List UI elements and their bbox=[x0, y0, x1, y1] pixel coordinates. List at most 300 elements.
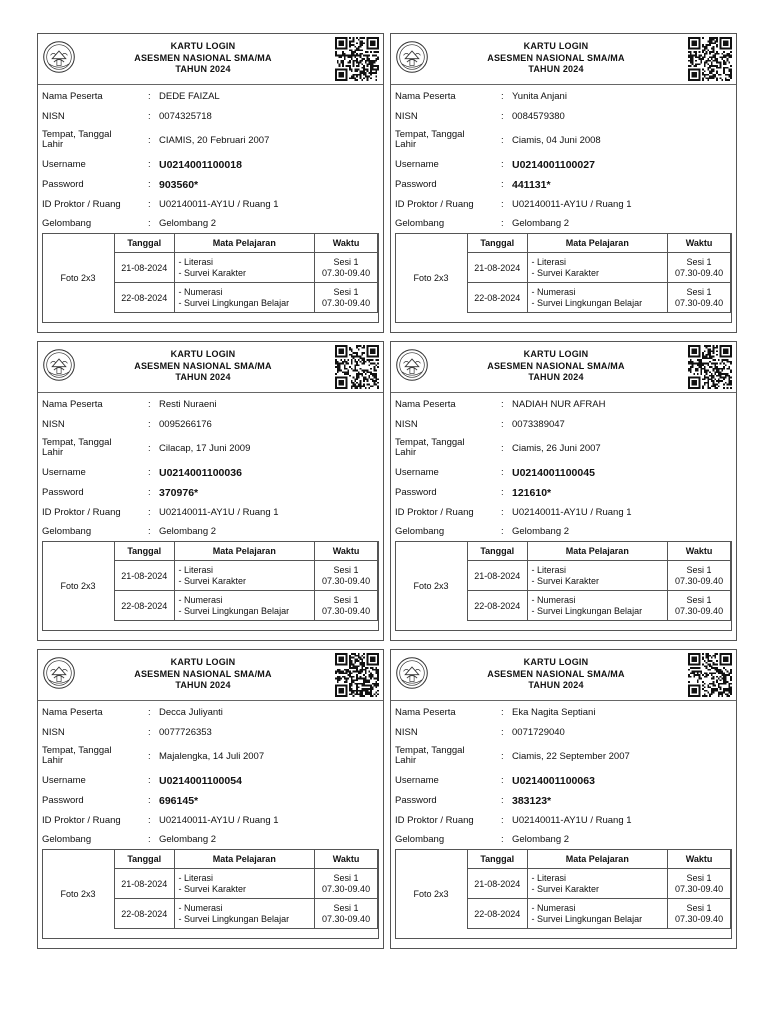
colon: : bbox=[501, 834, 504, 845]
label-gelombang: Gelombang bbox=[395, 526, 445, 537]
value-proktor: U02140011-AY1U / Ruang 1 bbox=[512, 507, 632, 518]
title-line-2: ASESMEN NASIONAL SMA/MA bbox=[134, 360, 272, 371]
qr-code-icon bbox=[335, 37, 379, 81]
photo-placeholder: Foto 2x3 bbox=[60, 273, 96, 283]
header-mapel: Mata Pelajaran bbox=[527, 234, 668, 253]
schedule-row bbox=[468, 561, 731, 591]
value-password: 383123* bbox=[512, 795, 552, 807]
label-ttl: Tempat, Tanggal bbox=[42, 437, 112, 448]
label-username: Username bbox=[42, 467, 86, 478]
schedule-table bbox=[467, 849, 731, 929]
label-proktor: ID Proktor / Ruang bbox=[42, 815, 121, 826]
mapel-line-1: - Numerasi bbox=[531, 902, 576, 913]
jam: 07.30-09.40 bbox=[322, 883, 371, 894]
value-nama: Yunita Anjani bbox=[512, 91, 567, 102]
colon: : bbox=[148, 487, 151, 498]
colon: : bbox=[148, 419, 151, 430]
value-password: 370976* bbox=[159, 487, 199, 499]
sesi: Sesi 1 bbox=[333, 564, 359, 575]
label-nama: Nama Peserta bbox=[395, 91, 456, 102]
header-waktu: Waktu bbox=[315, 850, 378, 869]
value-ttl: Ciamis, 04 Juni 2008 bbox=[512, 135, 601, 146]
value-nama: Resti Nuraeni bbox=[159, 399, 217, 410]
title-line-2: ASESMEN NASIONAL SMA/MA bbox=[134, 668, 272, 679]
label-nisn: NISN bbox=[42, 111, 65, 122]
title-line-2: ASESMEN NASIONAL SMA/MA bbox=[487, 668, 625, 679]
colon: : bbox=[148, 199, 151, 210]
value-nama: NADIAH NUR AFRAH bbox=[512, 399, 606, 410]
card-title bbox=[98, 657, 308, 692]
value-ttl: Majalengka, 14 Juli 2007 bbox=[159, 751, 265, 762]
value-username: U0214001100054 bbox=[159, 775, 242, 787]
title-line-1: KARTU LOGIN bbox=[170, 41, 236, 51]
colon: : bbox=[148, 135, 151, 146]
colon: : bbox=[148, 443, 151, 454]
value-username: U0214001100045 bbox=[512, 467, 595, 479]
sesi: Sesi 1 bbox=[333, 256, 359, 267]
cell-waktu bbox=[315, 561, 378, 591]
cell-tanggal: 21-08-2024 bbox=[115, 561, 175, 591]
cell-mapel bbox=[174, 283, 315, 313]
sesi: Sesi 1 bbox=[686, 872, 712, 883]
cell-waktu bbox=[668, 899, 731, 929]
jam: 07.30-09.40 bbox=[322, 297, 371, 308]
title-line-1: KARTU LOGIN bbox=[170, 657, 236, 667]
label-password: Password bbox=[395, 179, 437, 190]
cell-waktu bbox=[315, 869, 378, 899]
qr-code-icon bbox=[335, 345, 379, 389]
mapel-line-1: - Literasi bbox=[178, 564, 214, 575]
schedule-box bbox=[42, 233, 379, 323]
value-username: U0214001100027 bbox=[512, 159, 595, 171]
value-proktor: U02140011-AY1U / Ruang 1 bbox=[512, 815, 632, 826]
colon: : bbox=[148, 727, 151, 738]
mapel-line-1: - Numerasi bbox=[178, 594, 223, 605]
mapel-line-1: - Numerasi bbox=[531, 286, 576, 297]
label-ttl: Tempat, Tanggal bbox=[395, 437, 465, 448]
jam: 07.30-09.40 bbox=[322, 267, 371, 278]
schedule-row bbox=[115, 591, 378, 621]
label-password: Password bbox=[42, 795, 84, 806]
title-line-3: TAHUN 2024 bbox=[175, 372, 231, 382]
colon: : bbox=[501, 443, 504, 454]
cell-mapel bbox=[174, 869, 315, 899]
header-mapel: Mata Pelajaran bbox=[174, 234, 315, 253]
mapel-line-2: - Survei Karakter bbox=[531, 883, 600, 894]
qr-code-icon bbox=[688, 37, 732, 81]
mapel-line-1: - Literasi bbox=[531, 256, 567, 267]
login-card-1 bbox=[37, 33, 384, 333]
cell-tanggal: 22-08-2024 bbox=[115, 591, 175, 621]
label-nisn: NISN bbox=[395, 419, 418, 430]
cell-tanggal: 21-08-2024 bbox=[115, 869, 175, 899]
mapel-line-2: - Survei Karakter bbox=[178, 267, 247, 278]
schedule-box bbox=[42, 541, 379, 631]
card-header bbox=[38, 34, 383, 85]
schedule-box bbox=[395, 541, 732, 631]
header-waktu: Waktu bbox=[668, 542, 731, 561]
cell-mapel bbox=[174, 561, 315, 591]
schedule-row bbox=[468, 253, 731, 283]
colon: : bbox=[148, 507, 151, 518]
login-card-2 bbox=[390, 33, 737, 333]
header-waktu: Waktu bbox=[668, 850, 731, 869]
card-header bbox=[38, 650, 383, 701]
label-username: Username bbox=[42, 775, 86, 786]
label-proktor: ID Proktor / Ruang bbox=[395, 815, 474, 826]
schedule-row bbox=[468, 591, 731, 621]
schedule-table bbox=[114, 849, 378, 929]
card-header bbox=[38, 342, 383, 393]
value-username: U0214001100063 bbox=[512, 775, 595, 787]
label-proktor: ID Proktor / Ruang bbox=[42, 507, 121, 518]
card-title bbox=[98, 349, 308, 384]
label-proktor: ID Proktor / Ruang bbox=[395, 507, 474, 518]
label-username: Username bbox=[395, 467, 439, 478]
title-line-2: ASESMEN NASIONAL SMA/MA bbox=[487, 360, 625, 371]
jam: 07.30-09.40 bbox=[675, 605, 724, 616]
header-tanggal: Tanggal bbox=[115, 234, 175, 253]
tut-wuri-handayani-logo bbox=[395, 40, 429, 74]
value-nisn: 0073389047 bbox=[512, 419, 565, 430]
header-mapel: Mata Pelajaran bbox=[527, 542, 668, 561]
sesi: Sesi 1 bbox=[686, 286, 712, 297]
label-proktor: ID Proktor / Ruang bbox=[42, 199, 121, 210]
schedule-header-row bbox=[115, 234, 378, 253]
cell-waktu bbox=[315, 253, 378, 283]
title-line-3: TAHUN 2024 bbox=[528, 64, 584, 74]
colon: : bbox=[148, 526, 151, 537]
cell-mapel bbox=[527, 561, 668, 591]
label-ttl-2: Lahir bbox=[42, 755, 64, 766]
colon: : bbox=[501, 487, 504, 498]
label-ttl-2: Lahir bbox=[395, 447, 417, 458]
value-ttl: Cilacap, 17 Juni 2009 bbox=[159, 443, 251, 454]
label-ttl: Tempat, Tanggal bbox=[42, 745, 112, 756]
tut-wuri-handayani-logo bbox=[395, 348, 429, 382]
schedule-table bbox=[114, 541, 378, 621]
schedule-box bbox=[42, 849, 379, 939]
colon: : bbox=[501, 91, 504, 102]
mapel-line-1: - Numerasi bbox=[531, 594, 576, 605]
label-username: Username bbox=[395, 159, 439, 170]
label-gelombang: Gelombang bbox=[395, 834, 445, 845]
label-gelombang: Gelombang bbox=[42, 526, 92, 537]
colon: : bbox=[148, 399, 151, 410]
colon: : bbox=[501, 111, 504, 122]
cell-waktu bbox=[315, 591, 378, 621]
title-line-1: KARTU LOGIN bbox=[170, 349, 236, 359]
sesi: Sesi 1 bbox=[333, 902, 359, 913]
title-line-1: KARTU LOGIN bbox=[523, 349, 589, 359]
mapel-line-2: - Survei Karakter bbox=[178, 575, 247, 586]
title-line-3: TAHUN 2024 bbox=[175, 680, 231, 690]
colon: : bbox=[501, 159, 504, 170]
tut-wuri-handayani-logo bbox=[395, 656, 429, 690]
jam: 07.30-09.40 bbox=[675, 913, 724, 924]
value-proktor: U02140011-AY1U / Ruang 1 bbox=[159, 507, 279, 518]
colon: : bbox=[148, 159, 151, 170]
jam: 07.30-09.40 bbox=[322, 913, 371, 924]
value-password: 903560* bbox=[159, 179, 199, 191]
sesi: Sesi 1 bbox=[333, 594, 359, 605]
sesi: Sesi 1 bbox=[686, 902, 712, 913]
mapel-line-2: - Survei Lingkungan Belajar bbox=[531, 605, 643, 616]
label-nama: Nama Peserta bbox=[42, 707, 103, 718]
colon: : bbox=[148, 775, 151, 786]
value-proktor: U02140011-AY1U / Ruang 1 bbox=[512, 199, 632, 210]
cell-tanggal: 22-08-2024 bbox=[115, 899, 175, 929]
cell-tanggal: 21-08-2024 bbox=[468, 869, 528, 899]
title-line-3: TAHUN 2024 bbox=[528, 680, 584, 690]
label-ttl: Tempat, Tanggal bbox=[395, 745, 465, 756]
schedule-header-row bbox=[468, 850, 731, 869]
cell-mapel bbox=[527, 591, 668, 621]
jam: 07.30-09.40 bbox=[675, 575, 724, 586]
header-mapel: Mata Pelajaran bbox=[174, 542, 315, 561]
photo-placeholder: Foto 2x3 bbox=[60, 581, 96, 591]
value-password: 441131* bbox=[512, 179, 551, 191]
login-card-4 bbox=[390, 341, 737, 641]
schedule-table bbox=[467, 233, 731, 313]
schedule-table bbox=[114, 233, 378, 313]
mapel-line-2: - Survei Karakter bbox=[178, 883, 247, 894]
colon: : bbox=[501, 218, 504, 229]
mapel-line-2: - Survei Lingkungan Belajar bbox=[178, 297, 290, 308]
jam: 07.30-09.40 bbox=[675, 267, 724, 278]
value-gelombang: Gelombang 2 bbox=[159, 526, 217, 537]
card-title bbox=[451, 657, 661, 692]
label-ttl: Tempat, Tanggal bbox=[395, 129, 465, 140]
card-title bbox=[451, 41, 661, 76]
mapel-line-2: - Survei Lingkungan Belajar bbox=[531, 913, 643, 924]
header-tanggal: Tanggal bbox=[468, 542, 528, 561]
jam: 07.30-09.40 bbox=[322, 575, 371, 586]
value-ttl: CIAMIS, 20 Februari 2007 bbox=[159, 135, 270, 146]
value-gelombang: Gelombang 2 bbox=[512, 834, 570, 845]
cell-mapel bbox=[527, 899, 668, 929]
schedule-row bbox=[468, 899, 731, 929]
card-header bbox=[391, 342, 736, 393]
login-card-3 bbox=[37, 341, 384, 641]
header-mapel: Mata Pelajaran bbox=[527, 850, 668, 869]
label-gelombang: Gelombang bbox=[42, 834, 92, 845]
schedule-row bbox=[115, 899, 378, 929]
colon: : bbox=[501, 795, 504, 806]
colon: : bbox=[148, 707, 151, 718]
label-ttl-2: Lahir bbox=[42, 447, 64, 458]
value-nisn: 0074325718 bbox=[159, 111, 212, 122]
cell-tanggal: 21-08-2024 bbox=[468, 253, 528, 283]
schedule-box bbox=[395, 233, 732, 323]
cell-tanggal: 21-08-2024 bbox=[468, 561, 528, 591]
cell-mapel bbox=[527, 253, 668, 283]
colon: : bbox=[148, 834, 151, 845]
value-ttl: Ciamis, 22 September 2007 bbox=[512, 751, 630, 762]
cell-mapel bbox=[527, 869, 668, 899]
value-gelombang: Gelombang 2 bbox=[512, 218, 570, 229]
sesi: Sesi 1 bbox=[686, 594, 712, 605]
cell-mapel bbox=[527, 283, 668, 313]
colon: : bbox=[501, 199, 504, 210]
header-waktu: Waktu bbox=[315, 234, 378, 253]
label-nama: Nama Peserta bbox=[42, 399, 103, 410]
label-password: Password bbox=[395, 795, 437, 806]
label-username: Username bbox=[395, 775, 439, 786]
title-line-1: KARTU LOGIN bbox=[523, 41, 589, 51]
colon: : bbox=[148, 111, 151, 122]
schedule-row bbox=[115, 561, 378, 591]
label-ttl: Tempat, Tanggal bbox=[42, 129, 112, 140]
schedule-header-row bbox=[468, 234, 731, 253]
qr-code-icon bbox=[688, 345, 732, 389]
value-username: U0214001100036 bbox=[159, 467, 242, 479]
colon: : bbox=[148, 751, 151, 762]
value-nisn: 0095266176 bbox=[159, 419, 212, 430]
colon: : bbox=[501, 179, 504, 190]
schedule-box bbox=[395, 849, 732, 939]
label-gelombang: Gelombang bbox=[42, 218, 92, 229]
header-tanggal: Tanggal bbox=[115, 850, 175, 869]
header-waktu: Waktu bbox=[315, 542, 378, 561]
value-nama: Decca Juliyanti bbox=[159, 707, 223, 718]
jam: 07.30-09.40 bbox=[675, 297, 724, 308]
mapel-line-1: - Numerasi bbox=[178, 286, 223, 297]
label-password: Password bbox=[42, 179, 84, 190]
colon: : bbox=[148, 795, 151, 806]
title-line-3: TAHUN 2024 bbox=[528, 372, 584, 382]
value-nisn: 0084579380 bbox=[512, 111, 565, 122]
value-ttl: Ciamis, 26 Juni 2007 bbox=[512, 443, 601, 454]
sesi: Sesi 1 bbox=[333, 286, 359, 297]
label-nisn: NISN bbox=[395, 727, 418, 738]
login-card-6 bbox=[390, 649, 737, 949]
mapel-line-1: - Numerasi bbox=[178, 902, 223, 913]
value-gelombang: Gelombang 2 bbox=[159, 218, 217, 229]
card-header bbox=[391, 650, 736, 701]
photo-placeholder: Foto 2x3 bbox=[413, 581, 449, 591]
value-nama: DEDE FAIZAL bbox=[159, 91, 220, 102]
schedule-row bbox=[115, 283, 378, 313]
label-password: Password bbox=[395, 487, 437, 498]
sesi: Sesi 1 bbox=[333, 872, 359, 883]
label-nama: Nama Peserta bbox=[395, 707, 456, 718]
mapel-line-2: - Survei Lingkungan Belajar bbox=[178, 913, 290, 924]
login-card-5 bbox=[37, 649, 384, 949]
header-tanggal: Tanggal bbox=[468, 234, 528, 253]
value-proktor: U02140011-AY1U / Ruang 1 bbox=[159, 199, 279, 210]
cell-mapel bbox=[174, 591, 315, 621]
mapel-line-2: - Survei Lingkungan Belajar bbox=[531, 297, 643, 308]
header-tanggal: Tanggal bbox=[468, 850, 528, 869]
schedule-header-row bbox=[115, 850, 378, 869]
cell-tanggal: 22-08-2024 bbox=[468, 283, 528, 313]
label-nama: Nama Peserta bbox=[395, 399, 456, 410]
colon: : bbox=[501, 751, 504, 762]
cell-waktu bbox=[315, 283, 378, 313]
cell-tanggal: 22-08-2024 bbox=[115, 283, 175, 313]
colon: : bbox=[501, 707, 504, 718]
tut-wuri-handayani-logo bbox=[42, 40, 76, 74]
title-line-2: ASESMEN NASIONAL SMA/MA bbox=[487, 52, 625, 63]
cell-waktu bbox=[668, 253, 731, 283]
cell-mapel bbox=[174, 899, 315, 929]
title-line-2: ASESMEN NASIONAL SMA/MA bbox=[134, 52, 272, 63]
colon: : bbox=[148, 467, 151, 478]
mapel-line-1: - Literasi bbox=[178, 256, 214, 267]
value-password: 121610* bbox=[512, 487, 552, 499]
colon: : bbox=[501, 727, 504, 738]
cell-tanggal: 21-08-2024 bbox=[115, 253, 175, 283]
label-nisn: NISN bbox=[395, 111, 418, 122]
schedule-row bbox=[115, 869, 378, 899]
colon: : bbox=[501, 467, 504, 478]
schedule-table bbox=[467, 541, 731, 621]
schedule-header-row bbox=[468, 542, 731, 561]
cell-tanggal: 22-08-2024 bbox=[468, 591, 528, 621]
label-password: Password bbox=[42, 487, 84, 498]
label-nisn: NISN bbox=[42, 419, 65, 430]
cell-waktu bbox=[315, 899, 378, 929]
cell-waktu bbox=[668, 869, 731, 899]
cell-waktu bbox=[668, 591, 731, 621]
photo-placeholder: Foto 2x3 bbox=[413, 273, 449, 283]
cell-tanggal: 22-08-2024 bbox=[468, 899, 528, 929]
cell-waktu bbox=[668, 283, 731, 313]
value-gelombang: Gelombang 2 bbox=[159, 834, 217, 845]
label-ttl-2: Lahir bbox=[395, 139, 417, 150]
mapel-line-2: - Survei Lingkungan Belajar bbox=[178, 605, 290, 616]
title-line-3: TAHUN 2024 bbox=[175, 64, 231, 74]
label-username: Username bbox=[42, 159, 86, 170]
header-tanggal: Tanggal bbox=[115, 542, 175, 561]
mapel-line-1: - Literasi bbox=[531, 564, 567, 575]
mapel-line-2: - Survei Karakter bbox=[531, 575, 600, 586]
colon: : bbox=[501, 507, 504, 518]
card-title bbox=[98, 41, 308, 76]
card-title bbox=[451, 349, 661, 384]
label-gelombang: Gelombang bbox=[395, 218, 445, 229]
jam: 07.30-09.40 bbox=[675, 883, 724, 894]
qr-code-icon bbox=[688, 653, 732, 697]
label-ttl-2: Lahir bbox=[42, 139, 64, 150]
photo-placeholder: Foto 2x3 bbox=[413, 889, 449, 899]
sesi: Sesi 1 bbox=[686, 564, 712, 575]
title-line-1: KARTU LOGIN bbox=[523, 657, 589, 667]
value-nisn: 0071729040 bbox=[512, 727, 565, 738]
colon: : bbox=[148, 179, 151, 190]
colon: : bbox=[148, 815, 151, 826]
value-nama: Eka Nagita Septiani bbox=[512, 707, 596, 718]
schedule-row bbox=[468, 869, 731, 899]
mapel-line-1: - Literasi bbox=[178, 872, 214, 883]
sesi: Sesi 1 bbox=[686, 256, 712, 267]
colon: : bbox=[501, 526, 504, 537]
value-proktor: U02140011-AY1U / Ruang 1 bbox=[159, 815, 279, 826]
cell-waktu bbox=[668, 561, 731, 591]
tut-wuri-handayani-logo bbox=[42, 348, 76, 382]
schedule-header-row bbox=[115, 542, 378, 561]
label-nama: Nama Peserta bbox=[42, 91, 103, 102]
tut-wuri-handayani-logo bbox=[42, 656, 76, 690]
mapel-line-1: - Literasi bbox=[531, 872, 567, 883]
mapel-line-2: - Survei Karakter bbox=[531, 267, 600, 278]
cell-mapel bbox=[174, 253, 315, 283]
card-header bbox=[391, 34, 736, 85]
photo-placeholder: Foto 2x3 bbox=[60, 889, 96, 899]
schedule-row bbox=[115, 253, 378, 283]
label-ttl-2: Lahir bbox=[395, 755, 417, 766]
